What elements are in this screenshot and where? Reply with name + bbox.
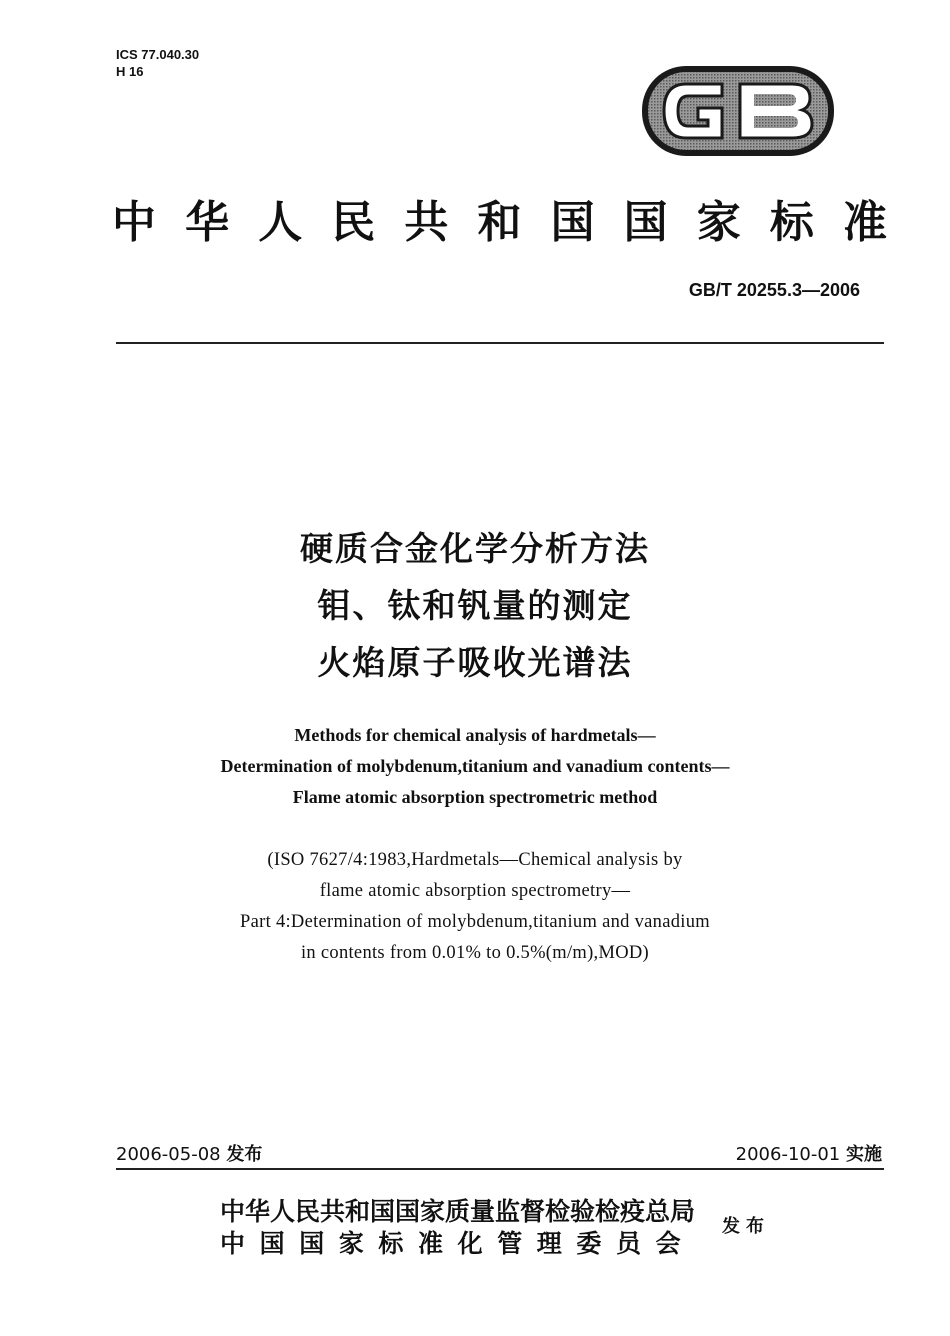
chinese-title-line-1: 硬质合金化学分析方法 [300, 529, 650, 568]
ics-code: ICS 77.040.30 [116, 47, 200, 62]
standard-number: GB/T 20255.3—2006 [688, 280, 860, 300]
iso-reference-line-3: Part 4:Determination of molybdenum,titanium and vanadium [240, 912, 710, 932]
national-title-char: 和 [477, 197, 522, 248]
national-title-char: 共 [404, 197, 449, 248]
chinese-title-line-2: 钼、钛和钒量的测定 [317, 586, 633, 625]
iso-reference-line-1: (ISO 7627/4:1983,Hardmetals—Chemical analysis by [267, 850, 683, 870]
implementation-date-value: 2006-10-01 [735, 1144, 841, 1165]
english-title-line-1: Methods for chemical analysis of hardmetals— [294, 725, 656, 745]
national-title-char: 人 [258, 197, 303, 248]
english-title-line-2: Determination of molybdenum,titanium and vanadium contents— [220, 756, 730, 776]
issue-date [116, 1140, 262, 1166]
national-title-char: 华 [185, 197, 230, 248]
publish-label: 发布 [722, 1216, 770, 1237]
chinese-title-line-3: 火焰原子吸收光谱法 [317, 643, 633, 682]
classification-codes [116, 46, 199, 80]
iso-reference-line-2: flame atomic absorption spectrometry— [319, 881, 631, 901]
national-title-char: 中 [112, 197, 156, 248]
gb-logo [642, 62, 834, 160]
iso-reference-line-4: in contents from 0.01% to 0.5%(m/m),MOD) [300, 943, 650, 963]
national-title-char: 国 [623, 197, 668, 248]
national-title-char: 家 [696, 197, 741, 248]
header-divider [116, 342, 884, 344]
national-title-char: 国 [550, 197, 595, 248]
ccs-code: H 16 [116, 64, 144, 79]
implementation-date-label: 实施 [846, 1144, 882, 1165]
issue-date-value: 2006-05-08 [116, 1144, 221, 1165]
national-standard-title [112, 186, 887, 250]
footer-divider [116, 1168, 884, 1170]
issuer-line-2: 中国国家标准化管理委员会 [220, 1229, 696, 1258]
implementation-date [736, 1140, 882, 1166]
issue-date-label: 发布 [226, 1144, 263, 1165]
national-title-char: 标 [769, 197, 814, 248]
english-title-line-3: Flame atomic absorption spectrometric method [292, 787, 658, 807]
national-title-char: 准 [842, 197, 887, 248]
national-title-char: 民 [331, 197, 376, 248]
issuer-line-1: 中华人民共和国国家质量监督检验检疫总局 [220, 1197, 696, 1226]
issuing-authorities [220, 1196, 695, 1260]
